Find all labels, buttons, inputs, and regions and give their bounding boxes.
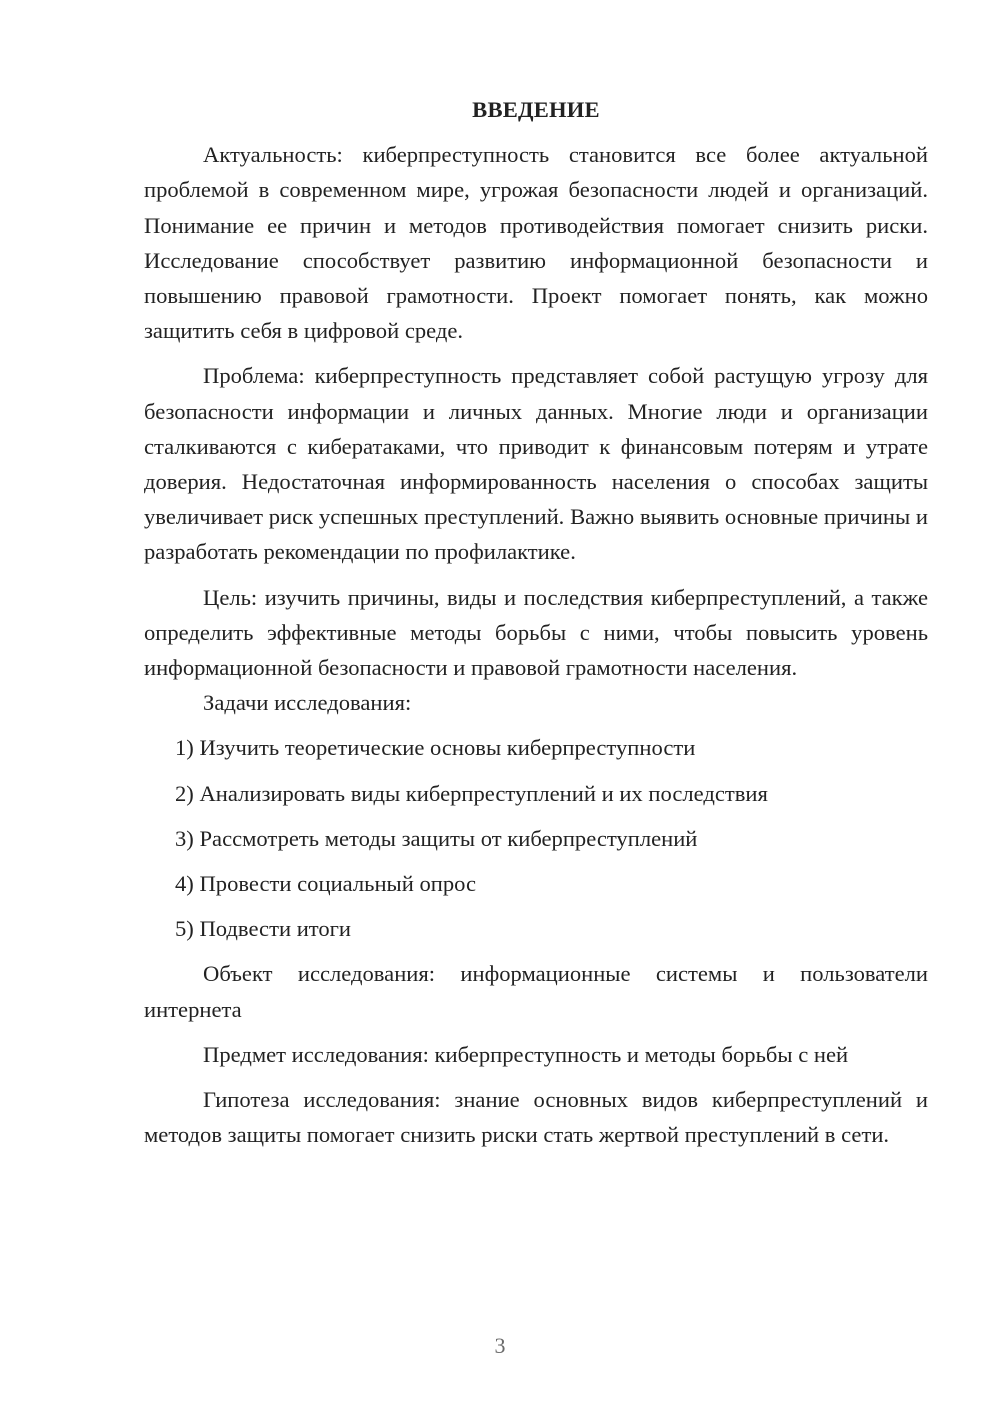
goal-paragraph: Цель: изучить причины, виды и последствия киберпреступлений, а также определить эффективные методы борьбы с ними, чтобы повысить уровень информационной безопасности и правовой грамотности населения.	[144, 584, 928, 681]
relevance-paragraph: Актуальность: киберпреступность становится все более актуальной проблемой в современном мире, угрожая безопасности людей и организаций. Понимание ее причин и методов противодействия помогает снизить риски. Исследование способствует развитию информационной безопасности и повышению правовой грамотности. Проект помогает понять, как можно защитить себя в цифровой среде.	[144, 142, 928, 344]
page-content	[144, 92, 928, 1152]
section-title: ВВЕДЕНИЕ	[472, 97, 600, 122]
subject-paragraph: Предмет исследования: киберпреступность и методы борьбы с ней	[203, 1041, 849, 1067]
hypothesis-paragraph: Гипотеза исследования: знание основных видов киберпреступлений и методов защиты помогает снизить риски стать жертвой преступлений в сети.	[144, 1087, 928, 1148]
tasks-list	[144, 730, 928, 946]
problem-paragraph: Проблема: киберпреступность представляет собой растущую угрозу для безопасности информации и личных данных. Многие люди и организации сталкиваются с кибератаками, что приводит к финансовым потерям и утрате доверия. Недостаточная информированность населения о способах защиты увеличивает риск успешных преступлений. Важно выявить основные причины и разработать рекомендации по профилактике.	[144, 363, 928, 565]
task-item: 1) Изучить теоретические основы киберпреступности	[175, 735, 696, 761]
page-number: 3	[494, 1333, 506, 1358]
tasks-heading: Задачи исследования:	[203, 690, 412, 716]
task-item: 4) Провести социальный опрос	[175, 871, 477, 897]
task-item: 2) Анализировать виды киберпреступлений и их последствия	[175, 780, 768, 806]
task-item: 5) Подвести итоги	[175, 916, 352, 942]
object-paragraph: Объект исследования: информационные системы и пользователи интернета	[144, 961, 928, 1022]
task-item: 3) Рассмотреть методы защиты от киберпреступлений	[175, 825, 698, 851]
